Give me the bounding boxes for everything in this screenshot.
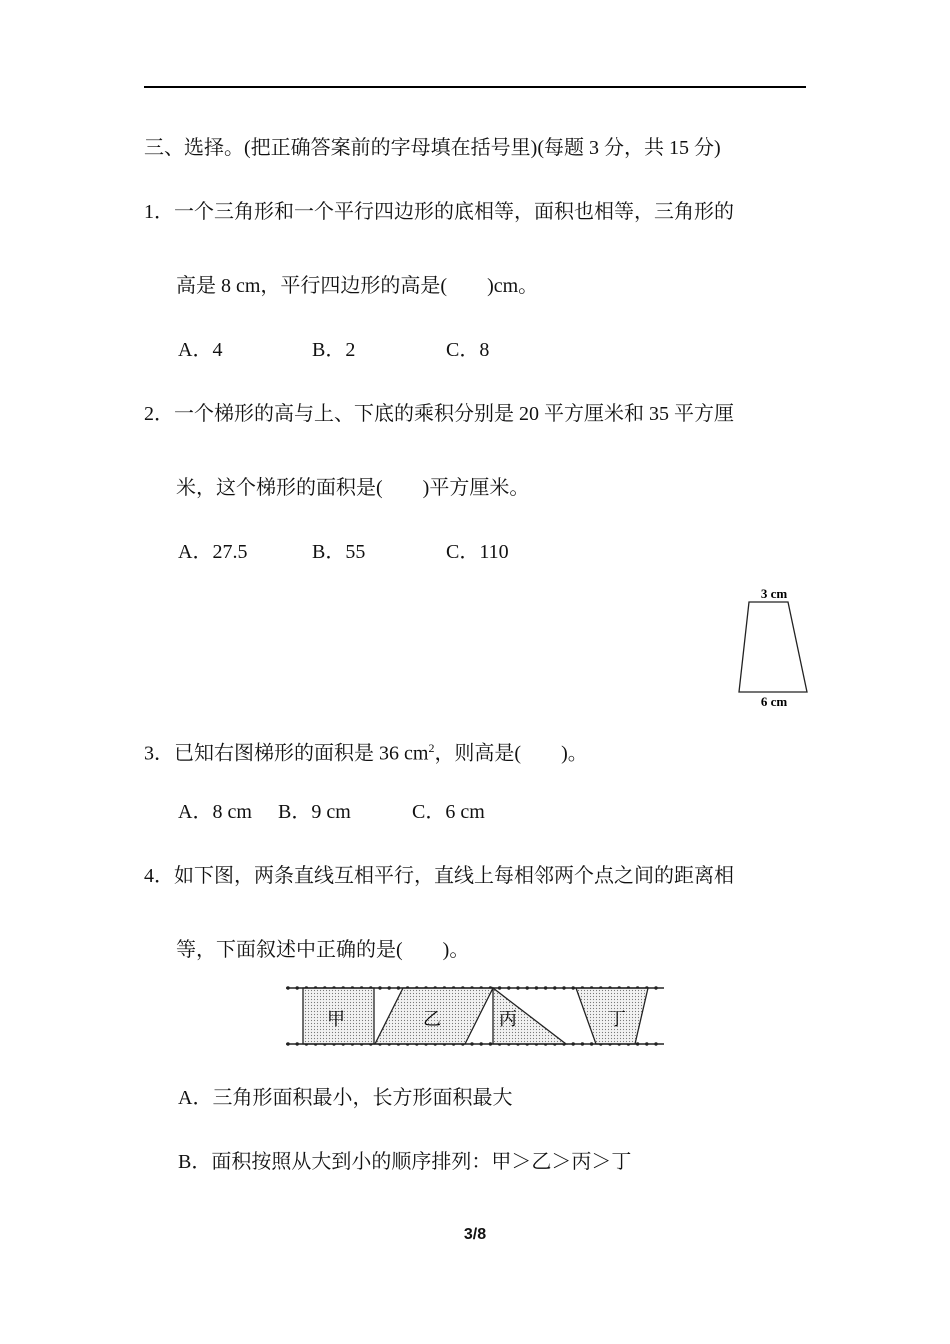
q2-stem-line2: 米，这个梯形的面积是( )平方厘米。 xyxy=(176,477,530,499)
q4-option-b: B．面积按照从大到小的顺序排列：甲＞乙＞丙＞丁 xyxy=(178,1151,632,1173)
q3-option-b: B．9 cm xyxy=(278,801,351,823)
label-bing: 丙 xyxy=(499,1009,517,1029)
q3-option-c: C．6 cm xyxy=(412,801,485,823)
section-title: 三、选择。(把正确答案前的字母填在括号里)(每题 3 分，共 15 分) xyxy=(144,137,721,159)
q1-option-c: C．8 xyxy=(446,339,490,361)
page-total: 8 xyxy=(477,1226,487,1243)
q3-option-a: A．8 cm xyxy=(178,801,252,823)
trapezoid-shape xyxy=(739,602,807,692)
q3-stem-after: ，则高是( )。 xyxy=(434,742,588,765)
page-number: 3/8 xyxy=(463,1226,487,1243)
label-jia: 甲 xyxy=(327,1009,345,1029)
q4-option-a: A．三角形面积最小，长方形面积最大 xyxy=(178,1087,513,1109)
parallel-lines-figure xyxy=(280,980,670,1052)
label-yi: 乙 xyxy=(423,1009,441,1029)
q1-stem-line2: 高是 8 cm，平行四边形的高是( )cm。 xyxy=(176,275,539,297)
q2-option-c: C．110 xyxy=(446,541,509,563)
q3-stem-sup: 2 xyxy=(428,741,435,755)
q3-stem xyxy=(144,734,588,768)
q1-option-b: B．2 xyxy=(312,339,356,361)
header-rule xyxy=(144,86,806,88)
q2-stem-line1: 2．一个梯形的高与上、下底的乘积分别是 20 平方厘米和 35 平方厘 xyxy=(144,403,734,425)
q4-stem-line1: 4．如下图，两条直线互相平行，直线上每相邻两个点之间的距离相 xyxy=(144,865,734,887)
trapezoid-figure xyxy=(730,582,820,712)
q1-stem-line1: 1．一个三角形和一个平行四边形的底相等，面积也相等，三角形的 xyxy=(144,201,734,223)
label-ding: 丁 xyxy=(608,1009,626,1029)
q2-option-b: B．55 xyxy=(312,541,366,563)
page-current: 3 xyxy=(463,1226,473,1243)
q2-option-a: A．27.5 xyxy=(178,541,248,563)
q4-stem-line2: 等，下面叙述中正确的是( )。 xyxy=(176,939,470,961)
trapezoid-bottom-label: 6 cm xyxy=(760,694,788,709)
q3-stem-before: 3．已知右图梯形的面积是 36 cm xyxy=(144,742,429,765)
trapezoid-top-label: 3 cm xyxy=(760,586,788,601)
q1-option-a: A．4 xyxy=(178,339,223,361)
